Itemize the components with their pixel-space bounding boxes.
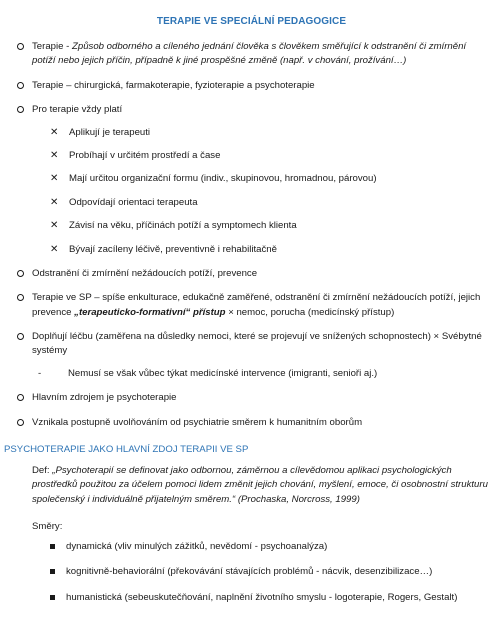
sub-list (32, 126, 489, 257)
directions-list (0, 540, 503, 616)
definition-paragraph (32, 464, 488, 507)
section-heading: PSYCHOTERAPIE JAKO HLAVNÍ ZDOJ TERAPII VE SP (4, 444, 249, 455)
item-text: Doplňují léčbu (zaměřena na důsledky nemoci, které se projevují ve snížených schopnostech) × Svébytné systémy (32, 331, 482, 357)
item-text: Vznikala postupně uvolňováním od psychiatrie směrem k humanitním oborům (32, 416, 363, 428)
circle-bullet-icon (17, 294, 24, 301)
sub-item-text: Probíhají v určitém prostředí a čase (69, 149, 221, 161)
main-bullet-list (0, 40, 503, 440)
circle-bullet-icon (17, 394, 24, 401)
dash-bullet-icon: - (38, 367, 42, 379)
circle-bullet-icon (17, 106, 24, 113)
x-bullet-icon: ✕ (50, 243, 59, 255)
page-title: TERAPIE VE SPECIÁLNÍ PEDAGOGICE (156, 16, 347, 27)
item-text: Terapie – chirurgická, farmakoterapie, fyzioterapie a psychoterapie (32, 79, 315, 91)
square-bullet-icon (50, 569, 55, 574)
list-item (0, 267, 503, 281)
item-prefix: Terapie - (32, 41, 72, 52)
item-text: Terapie ve SP – spíše enkulturace, edukačně zaměřené, odstranění či zmírnění nežádoucích potíží, jejich prevence (32, 292, 481, 318)
item-text: dynamická (vliv minulých zážitků, nevědomí - psychoanalýza) (66, 541, 328, 552)
list-item (0, 79, 503, 93)
sub-item-text: Nemusí se však vůbec týkat medicínské intervence (imigranti, senioři aj.) (68, 367, 378, 379)
list-item (0, 330, 503, 381)
list-item (0, 391, 503, 405)
sub-list-item (32, 172, 489, 186)
item-text: humanistická (sebeuskutečňování, naplnění životního smyslu - logoterapie, Rogers, Gestalt) (66, 591, 458, 603)
circle-bullet-icon (17, 43, 24, 50)
square-bullet-icon (50, 544, 55, 549)
sub-item-text: Bývají zacíleny léčivě, preventivně i rehabilitačně (69, 243, 277, 255)
list-item (0, 565, 503, 579)
sub-list-item (32, 219, 489, 233)
circle-bullet-icon (17, 82, 24, 89)
x-bullet-icon: ✕ (50, 173, 59, 185)
square-bullet-icon (50, 595, 55, 600)
list-item (0, 40, 503, 69)
item-text: kognitivně-behaviorální (překovávání stávajících problémů - nácvik, desenzibilizace…) (66, 566, 433, 578)
circle-bullet-icon (17, 333, 24, 340)
sub-item-text: Mají určitou organizační formu (indiv., skupinovou, hromadnou, párovou) (69, 173, 377, 185)
item-text: Odstranění či zmírnění nežádoucích potíží, prevence (32, 267, 258, 279)
circle-bullet-icon (17, 270, 24, 277)
definition-prefix: Def: (32, 465, 53, 476)
x-bullet-icon: ✕ (50, 196, 59, 208)
sub-list-item (32, 243, 489, 257)
definition-text: „Psychoterapií se definovat jako odbornou, záměrnou a cílevědomou aplikaci psychologických prostředků použitou za účelem pomoci lidem změnit jejich chování, myšlení, emoce, či osobnostní strukturu společenský i individuálně přijatelným směrem.“ (Prochaska, Norcross, 1999) (32, 465, 488, 505)
list-item (0, 103, 503, 257)
sub-list-item (32, 149, 489, 163)
circle-bullet-icon (17, 419, 24, 426)
sub-list-item (32, 126, 489, 140)
list-item (0, 540, 503, 554)
item-text: Pro terapie vždy platí (32, 104, 123, 116)
sub-list-item (32, 196, 489, 210)
item-definition: Způsob odborného a cíleného jednání člověka s člověkem směřující k odstranění či zmírnění potíží nebo jejich příčin, případně k jiné prospěšné změně (např. v chování, prožívání…) (32, 41, 467, 67)
sub-list-item (32, 367, 489, 381)
sub-item-text: Odpovídají orientaci terapeuta (69, 196, 198, 208)
x-bullet-icon: ✕ (50, 149, 59, 161)
item-emphasis: „terapeuticko-formativní“ přístup (74, 306, 226, 318)
sub-item-text: Aplikují je terapeuti (69, 126, 151, 138)
item-text: Hlavním zdrojem je psychoterapie (32, 392, 177, 404)
x-bullet-icon: ✕ (50, 126, 59, 138)
list-item (0, 291, 503, 320)
sub-item-text: Závisí na věku, příčinách potíží a symptomech klienta (69, 220, 297, 232)
directions-label: Směry: (32, 521, 63, 532)
list-item (0, 591, 503, 605)
list-item (0, 416, 503, 430)
item-text-tail: × nemoc, porucha (medicínský přístup) (225, 306, 395, 318)
sub-list (32, 367, 489, 381)
x-bullet-icon: ✕ (50, 220, 59, 232)
